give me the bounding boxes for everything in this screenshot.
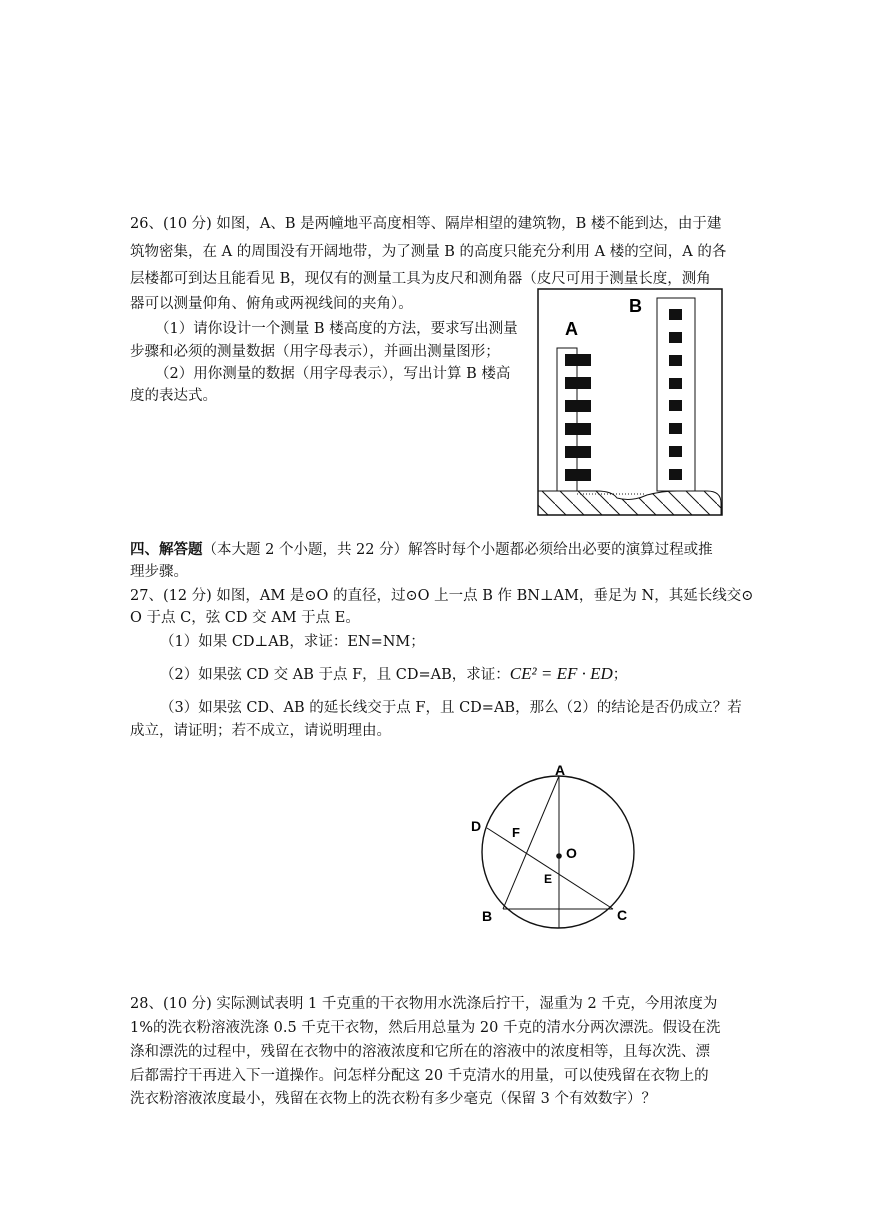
- label-point-a: A: [555, 762, 566, 778]
- q27-line1: 27、(12 分) 如图，AM 是⊙O 的直径，过⊙O 上一点 B 作 BN⊥AM，垂足为 N，其延长线交⊙: [130, 588, 754, 604]
- section4-desc2: 理步骤。: [130, 564, 188, 580]
- q27-part2-formula: CE² = EF · ED: [509, 664, 613, 683]
- q28-line1: 28、(10 分) 实际测试表明 1 千克重的干衣物用水洗涤后拧干，湿重为 2 千克，今用浓度为: [130, 996, 718, 1012]
- q26-line1: 26、(10 分) 如图，A、B 是两幢地平高度相等、隔岸相望的建筑物，B 楼不能到达，由于建: [130, 216, 722, 232]
- q26-part1-line2: 步骤和必须的测量数据（用字母表示），并画出测量图形；: [130, 344, 500, 360]
- label-point-o: O: [566, 845, 577, 861]
- q28-line3: 涤和漂洗的过程中，残留在衣物中的溶液浓度和它所在的溶液中的浓度相等，且每次洗、漂: [130, 1044, 710, 1060]
- label-point-d: D: [471, 818, 482, 834]
- label-point-c: C: [617, 907, 628, 923]
- section4-desc: （本大题 2 个小题，共 22 分）解答时每个小题都必须给出必要的演算过程或推: [202, 542, 713, 558]
- label-point-e: E: [544, 872, 553, 886]
- buildings-figure: [537, 288, 723, 516]
- label-point-f: F: [512, 825, 520, 840]
- q27-part3-line2: 成立，请证明；若不成立，请说明理由。: [130, 723, 391, 739]
- q27-part2-suffix: ；: [612, 667, 628, 683]
- label-b: B: [629, 296, 642, 316]
- section4-title: 四、解答题: [130, 541, 203, 558]
- q28-line2: 1%的洗衣粉溶液洗涤 0.5 千克干衣物，然后用总量为 20 千克的清水分两次漂洗。假设在洗: [130, 1020, 721, 1036]
- building-b: [657, 298, 695, 491]
- q26-part1-line1: （1）请你设计一个测量 B 楼高度的方法，要求写出测量: [155, 321, 518, 337]
- section4-heading: [130, 539, 713, 561]
- q28-line4: 后都需拧干再进入下一道操作。问怎样分配这 20 千克清水的用量，可以使残留在衣物上的: [130, 1068, 709, 1084]
- q26-part2-line1: （2）用你测量的数据（用字母表示），写出计算 B 楼高: [155, 366, 511, 382]
- q27-line2: O 于点 C，弦 CD 交 AM 于点 E。: [130, 610, 360, 626]
- ground: [538, 491, 721, 515]
- q27-part3-line1: （3）如果弦 CD、AB 的延长线交于点 F，且 CD=AB，那么（2）的结论是否仍成立？若: [160, 700, 742, 716]
- q28-line5: 洗衣粉溶液浓度最小，残留在衣物上的洗衣粉有多少毫克（保留 3 个有效数字）？: [130, 1091, 656, 1107]
- chord-ab: [503, 776, 559, 909]
- q26-line3: 层楼都可到达且能看见 B，现仅有的测量工具为皮尺和测角器（皮尺可用于测量长度，测角: [130, 271, 711, 287]
- chord-cd: [487, 828, 613, 909]
- q26-part2-line2: 度的表达式。: [130, 388, 217, 404]
- q27-part2-prefix: （2）如果弦 CD 交 AB 于点 F，且 CD=AB，求证：: [160, 667, 510, 683]
- circle-figure: [465, 760, 645, 930]
- center-point: [556, 853, 562, 859]
- q27-part2: [160, 663, 627, 686]
- q26-line4: 器可以测量仰角、俯角或两视线间的夹角）。: [130, 296, 413, 312]
- label-point-b: B: [482, 908, 493, 924]
- label-a: A: [565, 319, 578, 339]
- q26-line2: 筑物密集，在 A 的周围没有开阔地带，为了测量 B 的高度只能充分利用 A 楼的空间，A 的各: [130, 244, 727, 260]
- q27-part1: （1）如果 CD⊥AB，求证：EN=NM；: [160, 634, 425, 650]
